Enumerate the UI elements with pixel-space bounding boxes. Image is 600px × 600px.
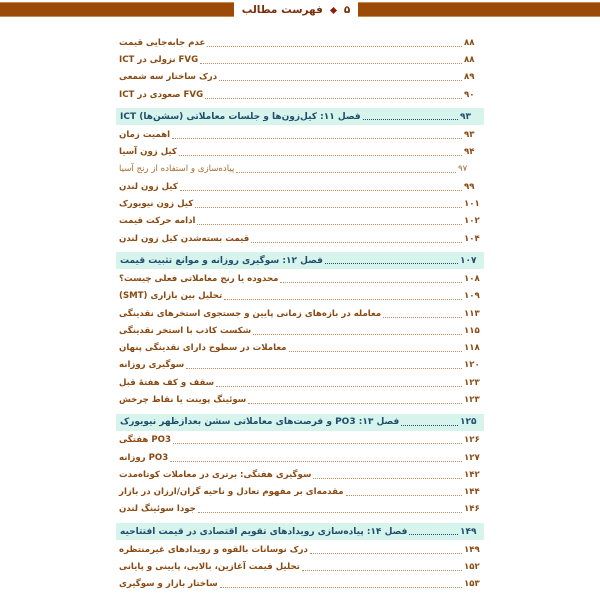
dot-leader	[325, 263, 458, 264]
entry-title: ساختار بازار و سوگیری	[119, 579, 218, 590]
toc-entry[interactable]	[116, 305, 484, 322]
toc-entry[interactable]	[116, 86, 484, 103]
dot-leader	[220, 586, 462, 588]
chapter-page: ۱۰۷	[460, 255, 477, 266]
dot-leader	[409, 534, 458, 535]
dot-leader	[310, 552, 462, 554]
header-bar-left	[0, 2, 234, 17]
toc-entry[interactable]	[116, 126, 484, 143]
chapter-heading[interactable]	[116, 108, 484, 125]
header-bar-right	[358, 2, 600, 17]
toc-entry[interactable]	[116, 178, 484, 195]
toc-entry[interactable]	[116, 195, 484, 212]
dot-leader	[219, 79, 462, 81]
entry-title: FVG نزولی در ICT	[119, 54, 199, 65]
header-title-group	[236, 1, 356, 19]
entry-title: جودا سوئینگ لندن	[119, 504, 196, 515]
entry-page: ۸۸	[464, 37, 475, 48]
dot-leader	[302, 569, 462, 571]
entry-page: ۱۵۳	[464, 579, 480, 590]
entry-title: سوگیری هفتگی: برتری در معاملات کوتاه‌مدت	[119, 469, 312, 480]
toc-entry[interactable]	[116, 213, 484, 230]
entry-page: ۱۲۳	[464, 377, 480, 388]
dot-leader	[180, 189, 462, 191]
entry-page: ۱۴۹	[464, 544, 480, 555]
chapter-heading[interactable]	[116, 252, 484, 269]
dot-leader	[236, 171, 456, 173]
entry-page: ۱۰۴	[464, 233, 480, 244]
dot-leader	[383, 316, 462, 318]
entry-title: مقدمه‌ای بر مفهوم تعادل و ناحیه گران/ارزان در بازار	[119, 487, 344, 498]
dot-leader	[207, 45, 462, 47]
entry-title: PO3 هفتگی	[119, 435, 171, 446]
chapter-heading[interactable]	[116, 414, 484, 431]
entry-title: FVG صعودی در ICT	[119, 89, 204, 100]
toc-entry[interactable]	[116, 322, 484, 339]
entry-title: سقف و کف هفتهٔ قبل	[119, 377, 215, 388]
entry-title: کیل زون نیویورک	[119, 199, 194, 210]
entry-title: تحلیل بین بازاری (SMT)	[119, 291, 223, 302]
toc-entry[interactable]	[116, 143, 484, 160]
entry-page: ۹۷	[458, 164, 468, 175]
toc-entry[interactable]	[116, 230, 484, 247]
dot-leader	[289, 350, 463, 352]
dot-leader	[195, 206, 462, 208]
entry-title: معامله در بازه‌های زمانی پایین و جستجوی استخرهای نقدینگی	[119, 308, 382, 319]
entry-title: کیل زون آسیا	[119, 147, 177, 158]
entry-title: شکست کاذب با استخر نقدینگی	[119, 325, 252, 336]
toc-entry[interactable]	[116, 576, 484, 593]
entry-page: ۱۲۷	[464, 452, 480, 463]
toc-subentry[interactable]	[116, 161, 484, 178]
entry-page: ۱۲۰	[464, 360, 480, 371]
entry-page: ۱۰۱	[464, 199, 480, 210]
page-number: ۵	[343, 4, 351, 16]
toc-entry[interactable]	[116, 34, 484, 51]
toc-entry[interactable]	[116, 69, 484, 86]
entry-title: معاملات در سطوح دارای نقدینگی پنهان	[119, 343, 287, 354]
dot-leader	[197, 223, 462, 225]
entry-page: ۱۰۹	[464, 291, 480, 302]
chapter-page: ۹۳	[460, 111, 471, 122]
dot-leader	[346, 494, 462, 496]
toc-entry[interactable]	[116, 466, 484, 483]
chapter-title: فصل ۱۲: سوگیری روزانه و موانع تثبیت قیمت	[120, 255, 323, 266]
toc-entry[interactable]	[116, 391, 484, 408]
dot-leader	[251, 241, 462, 243]
chapter-title: فصل ۱۳: PO3 و فرصت‌های معاملاتی سشن بعدازظهر نیویورک	[120, 417, 400, 428]
entry-page: ۱۴۶	[464, 504, 480, 515]
entry-page: ۱۱۵	[464, 325, 480, 336]
toc-entry[interactable]	[116, 449, 484, 466]
entry-title: عدم جابه‌جایی قیمت	[119, 37, 206, 48]
toc-entry[interactable]	[116, 432, 484, 449]
entry-title: پیاده‌سازی و استفاده از رنج آسیا	[119, 164, 235, 175]
entry-page: ۱۱۸	[464, 343, 480, 354]
entry-page: ۱۴۴	[464, 487, 480, 498]
entry-title: سوگیری روزانه	[119, 360, 185, 371]
entry-title: قیمت بسته‌شدن کیل زون لندن	[119, 233, 250, 244]
entry-page: ۱۲۳	[464, 394, 480, 405]
chapter-heading[interactable]	[116, 523, 484, 540]
entry-page: ۱۰۸	[464, 273, 480, 284]
entry-page: ۹۳	[464, 129, 475, 140]
entry-page: ۹۴	[464, 147, 475, 158]
toc-entry[interactable]	[116, 374, 484, 391]
dot-leader	[179, 154, 462, 156]
dot-leader	[313, 477, 462, 479]
toc-entry[interactable]	[116, 558, 484, 575]
dot-leader	[248, 402, 462, 404]
diamond-icon	[330, 6, 337, 13]
toc-entry[interactable]	[116, 339, 484, 356]
chapter-page: ۱۴۹	[460, 526, 477, 537]
toc-entry[interactable]	[116, 51, 484, 68]
toc-entry[interactable]	[116, 270, 484, 287]
dot-leader	[205, 97, 462, 99]
page-header	[0, 0, 600, 22]
entry-page: ۱۲۶	[464, 435, 480, 446]
table-of-contents	[116, 34, 484, 593]
entry-page: ۱۰۲	[464, 216, 480, 227]
entry-page: ۱۵۲	[464, 562, 480, 573]
toc-entry[interactable]	[116, 501, 484, 518]
dot-leader	[253, 333, 462, 335]
dot-leader	[198, 511, 462, 513]
entry-page: ۹۰	[464, 89, 475, 100]
entry-title: درک ساختار سه شمعی	[119, 72, 218, 83]
chapter-title: فصل ۱۴: پیاده‌سازی رویدادهای تقویم اقتصادی در قیمت افتتاحیه	[120, 526, 408, 537]
entry-title: کیل زون لندن	[119, 181, 178, 192]
entry-title: تحلیل قیمت آغازین، بالایی، پایینی و پایانی	[119, 562, 300, 573]
dot-leader	[363, 119, 458, 120]
entry-page: ۱۱۳	[464, 308, 480, 319]
dot-leader	[280, 281, 462, 283]
toc-entry[interactable]	[116, 484, 484, 501]
dot-leader	[224, 298, 462, 300]
entry-page: ۸۸	[464, 54, 475, 65]
chapter-page: ۱۲۵	[460, 417, 477, 428]
entry-page: ۸۹	[464, 72, 475, 83]
entry-page: ۱۴۲	[464, 469, 480, 480]
entry-title: محدوده یا رنج معاملاتی فعلی چیست؟	[119, 273, 279, 284]
entry-title: درک نوسانات بالقوه و رویدادهای غیرمنتظره	[119, 544, 308, 555]
dot-leader	[170, 460, 462, 462]
dot-leader	[173, 442, 462, 444]
chapter-title: فصل ۱۱: کیل‌زون‌ها و جلسات معاملاتی (سشن‌ها) ICT	[120, 111, 361, 122]
toc-entry[interactable]	[116, 541, 484, 558]
dot-leader	[401, 425, 458, 426]
entry-title: اهمیت زمان	[119, 129, 171, 140]
dot-leader	[216, 385, 462, 387]
entry-page: ۹۹	[464, 181, 475, 192]
toc-entry[interactable]	[116, 357, 484, 374]
toc-entry[interactable]	[116, 288, 484, 305]
header-title: فهرست مطالب	[241, 4, 323, 16]
dot-leader	[172, 137, 462, 139]
entry-title: PO3 روزانه	[119, 452, 169, 463]
dot-leader	[200, 62, 462, 64]
entry-title: ادامه حرکت قیمت	[119, 216, 196, 227]
entry-title: سوئینگ پوینت یا نقاط چرخش	[119, 394, 247, 405]
dot-leader	[186, 367, 462, 369]
